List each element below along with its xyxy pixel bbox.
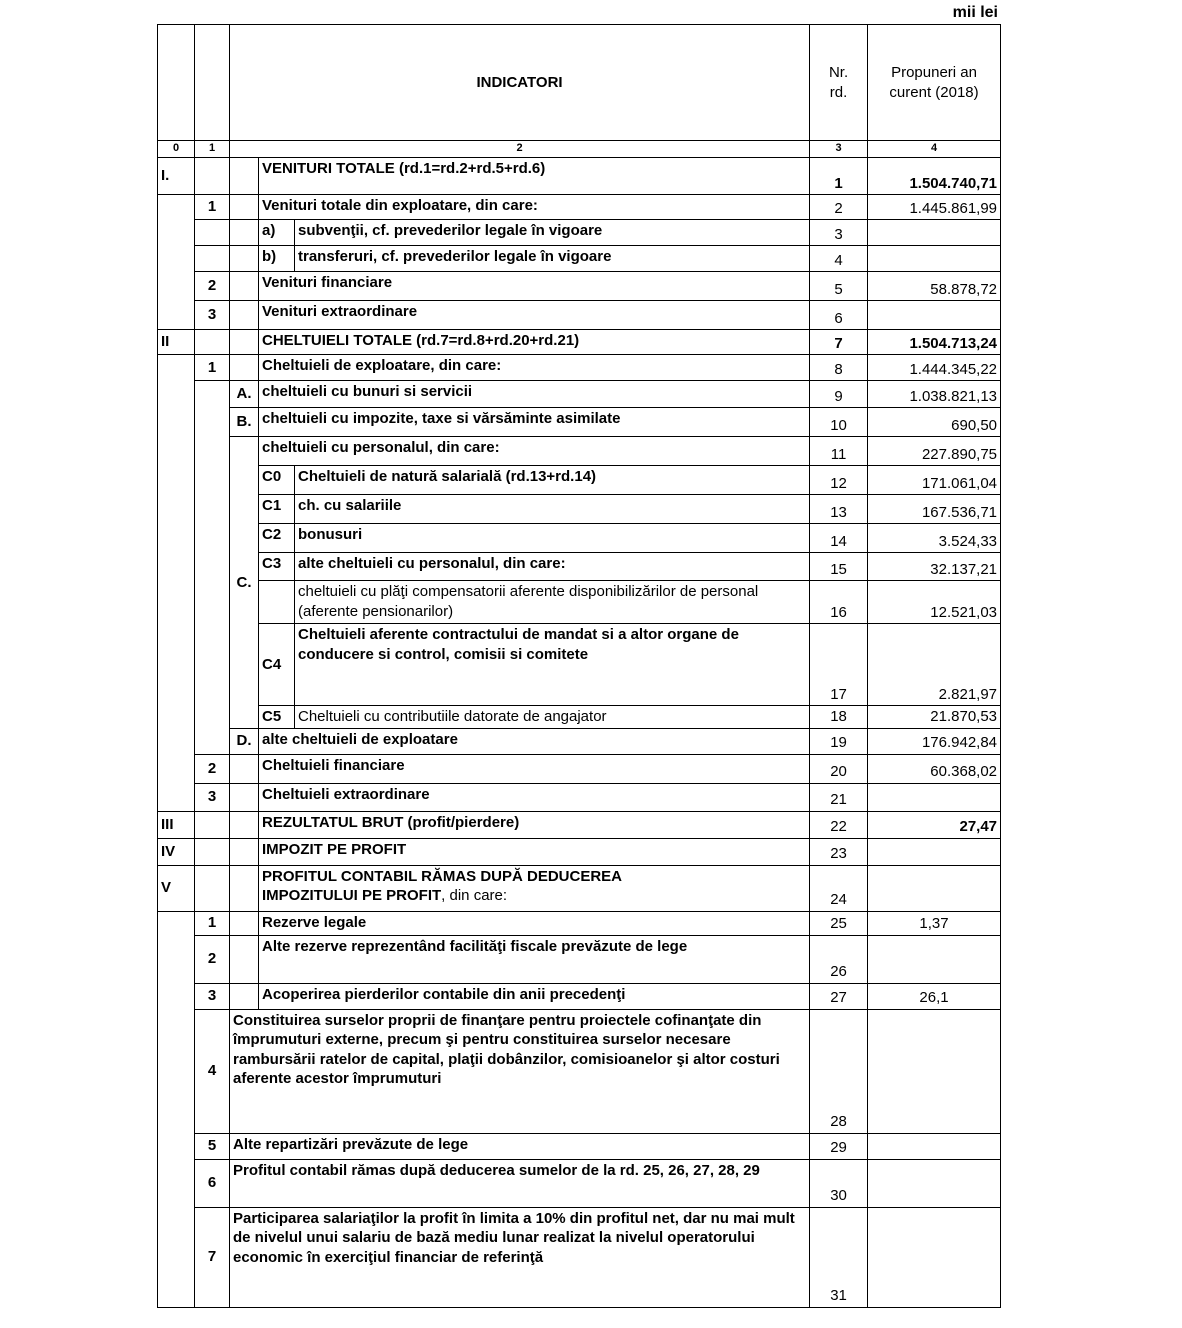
table-row — [158, 553, 1001, 581]
header-propuneri-line1: Propuneri an — [891, 64, 977, 81]
row-number: 2 — [810, 195, 868, 220]
table-row — [158, 865, 1001, 911]
row-value: 176.942,84 — [868, 728, 1001, 754]
empty-cell — [230, 330, 259, 355]
table-row — [158, 158, 1001, 195]
row-letter: b) — [259, 246, 295, 272]
empty-cell — [230, 195, 259, 220]
row-letter: A. — [230, 381, 259, 408]
row-label-line1: PROFITUL CONTABIL RĂMAS DUPĂ DEDUCEREA — [262, 867, 623, 885]
row-value: 21.870,53 — [868, 706, 1001, 729]
row-code: C1 — [259, 495, 295, 524]
empty-cell — [230, 272, 259, 301]
empty-cell — [230, 865, 259, 911]
empty-cell — [158, 911, 195, 1307]
empty-cell — [230, 811, 259, 838]
row-label-line2: IMPOZITULUI PE PROFIT — [262, 887, 442, 904]
sub-number: 1 — [195, 195, 230, 220]
row-label: alte cheltuieli de exploatare — [259, 728, 810, 754]
row-number: 15 — [810, 553, 868, 581]
row-letter: D. — [230, 728, 259, 754]
empty-cell — [195, 865, 230, 911]
row-value: 2.821,97 — [868, 624, 1001, 706]
row-value: 1.444.345,22 — [868, 355, 1001, 381]
empty-cell — [195, 811, 230, 838]
header-col-0 — [158, 25, 195, 141]
table-row — [158, 408, 1001, 437]
row-value: 171.061,04 — [868, 466, 1001, 495]
row-value — [868, 246, 1001, 272]
sub-number: 3 — [195, 301, 230, 330]
row-label: subvenţii, cf. prevederilor legale în vigoare — [295, 220, 810, 246]
row-value — [868, 1159, 1001, 1207]
row-value: 3.524,33 — [868, 524, 1001, 553]
col-index-1: 1 — [195, 141, 230, 158]
table-row — [158, 330, 1001, 355]
row-number: 12 — [810, 466, 868, 495]
empty-cell — [230, 158, 259, 195]
row-number: 30 — [810, 1159, 868, 1207]
sub-number: 6 — [195, 1159, 230, 1207]
row-code: C2 — [259, 524, 295, 553]
row-number: 19 — [810, 728, 868, 754]
row-number: 11 — [810, 437, 868, 466]
row-label: VENITURI TOTALE (rd.1=rd.2+rd.5+rd.6) — [259, 158, 810, 195]
row-number: 29 — [810, 1133, 868, 1159]
empty-cell — [195, 158, 230, 195]
table-row — [158, 706, 1001, 729]
row-label: Venituri totale din exploatare, din care: — [259, 195, 810, 220]
empty-cell — [230, 301, 259, 330]
row-label: Cheltuieli cu contributiile datorate de angajator — [295, 706, 810, 729]
row-label: cheltuieli cu impozite, taxe si vărsăminte asimilate — [259, 408, 810, 437]
row-label — [259, 865, 810, 911]
row-code: C4 — [259, 624, 295, 706]
row-number: 28 — [810, 1009, 868, 1133]
table-row — [158, 437, 1001, 466]
table-row — [158, 195, 1001, 220]
empty-cell — [230, 935, 259, 983]
row-value: 690,50 — [868, 408, 1001, 437]
row-label: ch. cu salariile — [295, 495, 810, 524]
empty-cell — [195, 381, 230, 755]
row-label: Rezerve legale — [259, 911, 810, 935]
header-col-1 — [195, 25, 230, 141]
unit-label: mii lei — [952, 4, 998, 21]
row-label: Cheltuieli financiare — [259, 754, 810, 783]
sub-number: 2 — [195, 754, 230, 783]
row-label: REZULTATUL BRUT (profit/pierdere) — [259, 811, 810, 838]
section-number: II — [158, 330, 195, 355]
row-label: alte cheltuieli cu personalul, din care: — [295, 553, 810, 581]
row-label: cheltuieli cu bunuri si servicii — [259, 381, 810, 408]
row-code: C0 — [259, 466, 295, 495]
row-number: 21 — [810, 783, 868, 811]
table-row — [158, 581, 1001, 624]
section-number: V — [158, 865, 195, 911]
section-number: IV — [158, 838, 195, 865]
table-row — [158, 935, 1001, 983]
table-row — [158, 838, 1001, 865]
sub-number: 4 — [195, 1009, 230, 1133]
row-number: 14 — [810, 524, 868, 553]
empty-cell — [158, 355, 195, 812]
table-row — [158, 983, 1001, 1009]
table-row — [158, 301, 1001, 330]
empty-cell — [230, 754, 259, 783]
row-value: 1.038.821,13 — [868, 381, 1001, 408]
header-nr: Nr. — [828, 64, 849, 81]
row-label: Cheltuieli aferente contractului de mandat si a altor organe de conducere si control, comisii si comitete — [295, 624, 810, 706]
table-row — [158, 754, 1001, 783]
row-label: Alte rezerve reprezentând facilităţi fiscale prevăzute de lege — [259, 935, 810, 983]
table-row — [158, 466, 1001, 495]
sub-number: 2 — [195, 272, 230, 301]
row-value: 58.878,72 — [868, 272, 1001, 301]
table-row — [158, 1207, 1001, 1307]
table-row — [158, 1133, 1001, 1159]
header-propuneri — [868, 25, 1001, 141]
row-number: 31 — [810, 1207, 868, 1307]
empty-cell — [195, 246, 230, 272]
row-number: 1 — [810, 158, 868, 195]
row-value — [868, 1207, 1001, 1307]
section-number: III — [158, 811, 195, 838]
row-label: transferuri, cf. prevederilor legale în vigoare — [295, 246, 810, 272]
row-value: 26,1 — [868, 983, 1001, 1009]
row-value — [868, 783, 1001, 811]
empty-cell — [195, 330, 230, 355]
row-code: C5 — [259, 706, 295, 729]
empty-cell — [158, 195, 195, 330]
table-row — [158, 728, 1001, 754]
row-number: 26 — [810, 935, 868, 983]
table-row — [158, 524, 1001, 553]
row-label: Venituri extraordinare — [259, 301, 810, 330]
sub-number: 5 — [195, 1133, 230, 1159]
row-number: 27 — [810, 983, 868, 1009]
table-row — [158, 811, 1001, 838]
row-number: 4 — [810, 246, 868, 272]
row-letter: a) — [259, 220, 295, 246]
empty-cell — [230, 246, 259, 272]
empty-cell — [195, 220, 230, 246]
row-number: 25 — [810, 911, 868, 935]
row-number: 17 — [810, 624, 868, 706]
empty-cell — [230, 911, 259, 935]
row-label: Constituirea surselor proprii de finanţare pentru proiectele cofinanţate din împrumuturi externe, precum şi pentru constituirea surselor necesare rambursării ratelor de capital, plaţii dobânzilor, comisioanelor şi altor costuri aferente acestor împrumuturi — [230, 1009, 810, 1133]
row-label: Acoperirea pierderilor contabile din anii precedenţi — [259, 983, 810, 1009]
row-code: C3 — [259, 553, 295, 581]
empty-cell — [230, 355, 259, 381]
row-label: IMPOZIT PE PROFIT — [259, 838, 810, 865]
empty-cell — [230, 983, 259, 1009]
row-label: CHELTUIELI TOTALE (rd.7=rd.8+rd.20+rd.21) — [259, 330, 810, 355]
row-value — [868, 838, 1001, 865]
row-value: 167.536,71 — [868, 495, 1001, 524]
row-value: 1.504.740,71 — [868, 158, 1001, 195]
row-label: Venituri financiare — [259, 272, 810, 301]
header-nr-rd — [810, 25, 868, 141]
sub-number: 1 — [195, 355, 230, 381]
table-row — [158, 783, 1001, 811]
row-value — [868, 1009, 1001, 1133]
row-value: 1.504.713,24 — [868, 330, 1001, 355]
row-label: Participarea salariaţilor la profit în limita a 10% din profitul net, dar nu mai mult de nivelul unui salariu de bază mediu lunar realizat la nivelul operatorului economic în exerciţiul financiar de referinţă — [230, 1207, 810, 1307]
row-number: 23 — [810, 838, 868, 865]
row-value: 27,47 — [868, 811, 1001, 838]
row-number: 20 — [810, 754, 868, 783]
row-value: 32.137,21 — [868, 553, 1001, 581]
row-label: Alte repartizări prevăzute de lege — [230, 1133, 810, 1159]
col-index-4: 4 — [868, 141, 1001, 158]
row-number: 9 — [810, 381, 868, 408]
row-value — [868, 1133, 1001, 1159]
row-letter: C. — [230, 437, 259, 729]
col-index-3: 3 — [810, 141, 868, 158]
row-number: 13 — [810, 495, 868, 524]
table-row — [158, 911, 1001, 935]
row-value: 60.368,02 — [868, 754, 1001, 783]
empty-cell — [259, 581, 295, 624]
table-row — [158, 495, 1001, 524]
empty-cell — [230, 838, 259, 865]
header-row — [158, 25, 1001, 141]
row-number: 8 — [810, 355, 868, 381]
header-indicatori: INDICATORI — [230, 25, 810, 141]
sub-number: 1 — [195, 911, 230, 935]
row-number: 5 — [810, 272, 868, 301]
col-index-0: 0 — [158, 141, 195, 158]
empty-cell — [195, 838, 230, 865]
row-number: 24 — [810, 865, 868, 911]
row-value: 12.521,03 — [868, 581, 1001, 624]
row-label: cheltuieli cu plăţi compensatorii aferente disponibilizărilor de personal (aferente pensionarilor) — [295, 581, 810, 624]
table-row — [158, 272, 1001, 301]
row-number: 22 — [810, 811, 868, 838]
row-value — [868, 301, 1001, 330]
table-row — [158, 624, 1001, 706]
table-row — [158, 1159, 1001, 1207]
row-number: 3 — [810, 220, 868, 246]
row-label-suffix: , din care: — [441, 887, 508, 904]
row-label: Cheltuieli de natură salarială (rd.13+rd.14) — [295, 466, 810, 495]
row-value: 227.890,75 — [868, 437, 1001, 466]
row-letter: B. — [230, 408, 259, 437]
header-rd: rd. — [829, 83, 848, 101]
header-propuneri-line2: curent (2018) — [889, 83, 979, 101]
empty-cell — [230, 783, 259, 811]
sub-number: 2 — [195, 935, 230, 983]
row-value — [868, 865, 1001, 911]
row-number: 7 — [810, 330, 868, 355]
row-label: cheltuieli cu personalul, din care: — [259, 437, 810, 466]
sub-number: 3 — [195, 983, 230, 1009]
row-label: Cheltuieli extraordinare — [259, 783, 810, 811]
row-number: 6 — [810, 301, 868, 330]
row-value: 1,37 — [868, 911, 1001, 935]
section-number: I. — [158, 158, 195, 195]
empty-cell — [230, 220, 259, 246]
row-value — [868, 935, 1001, 983]
row-number: 10 — [810, 408, 868, 437]
sub-number: 7 — [195, 1207, 230, 1307]
row-label: bonusuri — [295, 524, 810, 553]
col-index-2: 2 — [230, 141, 810, 158]
row-value: 1.445.861,99 — [868, 195, 1001, 220]
table-row — [158, 355, 1001, 381]
table-row — [158, 1009, 1001, 1133]
row-label: Cheltuieli de exploatare, din care: — [259, 355, 810, 381]
row-value — [868, 220, 1001, 246]
table-row — [158, 246, 1001, 272]
sub-number: 3 — [195, 783, 230, 811]
budget-table — [157, 24, 1001, 1308]
row-number: 16 — [810, 581, 868, 624]
column-index-row — [158, 141, 1001, 158]
table-row — [158, 381, 1001, 408]
table-row — [158, 220, 1001, 246]
row-number: 18 — [810, 706, 868, 729]
row-label: Profitul contabil rămas după deducerea sumelor de la rd. 25, 26, 27, 28, 29 — [230, 1159, 810, 1207]
